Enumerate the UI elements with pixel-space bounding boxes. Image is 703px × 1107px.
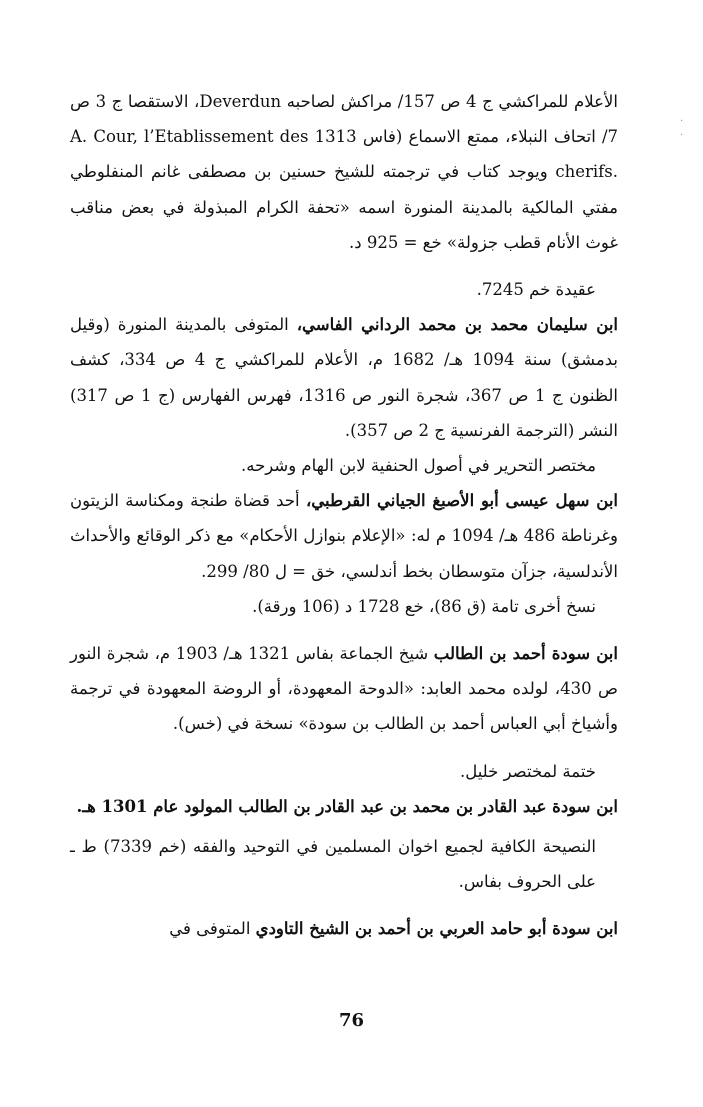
latin-text: l’Etablissement des cherifs. bbox=[144, 127, 618, 182]
paragraph: مختصر التحرير في أصول الحنفية لابن الهام وشرحه. bbox=[240, 456, 596, 476]
text-run: ويوجد كتاب في ترجمته للشيخ حسنين بن مصطفى غانم المنفلوطي مفتي المالكية بالمدينة المنورة اسمه «تحفة الكرام المبذولة في بعض مناقب غوث الأنام قطب جزولة» خع = 925 د. bbox=[70, 162, 618, 252]
entry-text: أحد قضاة طنجة ومكناسة الزيتون وغرناطة 486 هـ/ 1094 م له: «الإعلام بنوازل الأحكام» مع ذكر الوقائع والأحداث الأندلسية، جزآن متوسطان بخط أندلسي، خق = ل 80/ 299. bbox=[70, 491, 618, 581]
entry bbox=[70, 789, 618, 824]
entry bbox=[70, 307, 618, 448]
entry-heading: ابن سودة أحمد بن الطالب bbox=[433, 644, 618, 664]
page-number: 76 bbox=[338, 1010, 365, 1031]
entry-text: المتوفى بالمدينة المنورة (وقيل بدمشق) سنة 1094 هـ/ 1682 م، الأعلام للمراكشي ج 4 ص 334، كشف الظنون ج 1 ص 367، شجرة النور ص 1316، فهرس الفهارس (ج 1 ص 317) النشر (الترجمة الفرنسية ج 2 ص 357). bbox=[70, 315, 618, 440]
text-run: ، الاستقصا ج 3 ص 7/ اتحاف النبلاء، ممتع الاسماع (فاس 1313 bbox=[70, 92, 618, 147]
margin-marks: · · bbox=[680, 116, 684, 141]
entry-heading: ابن سودة أبو حامد العربي بن أحمد بن الشيخ التاودي bbox=[255, 919, 618, 939]
entry-text: المتوفى في bbox=[169, 919, 256, 939]
entry bbox=[70, 911, 618, 946]
latin-text: Deverdun bbox=[199, 92, 282, 111]
entry-heading: ابن سهل عيسى أبو الأصبغ الجياني القرطبي، bbox=[305, 491, 619, 511]
paragraph: ختمة لمختصر خليل. bbox=[459, 761, 596, 781]
paragraph: عقيدة خم 7245. bbox=[476, 280, 596, 300]
entry bbox=[70, 636, 618, 742]
paragraph bbox=[70, 84, 618, 260]
entry-heading: ابن سودة عبد القادر بن محمد بن عبد القادر بن الطالب المولود عام 1301 هـ. bbox=[76, 796, 618, 816]
entry bbox=[70, 483, 618, 589]
page-body bbox=[70, 84, 618, 947]
latin-text: A. Cour, bbox=[70, 127, 138, 147]
entry-text: شيخ الجماعة بفاس 1321 هـ/ 1903 م، شجرة النور ص 430، لولده محمد العابد: «الدوحة المعهودة، أو الروضة المعهودة في ترجمة وأشياخ أبي العباس أحمد بن الطالب بن سودة» نسخة في (خس). bbox=[70, 644, 618, 734]
paragraph: النصيحة الكافية لجميع اخوان المسلمين في التوحيد والفقه (خم 7339) ط ـ على الحروف بفاس. bbox=[70, 837, 596, 892]
entry-heading: ابن سليمان محمد بن محمد الرداني الفاسي، bbox=[296, 315, 618, 335]
paragraph: نسخ أخرى تامة (ق 86)، خع 1728 د (106 ورقة). bbox=[252, 596, 596, 616]
text-run: الأعلام للمراكشي ج 4 ص 157/ مراكش لصاحبه bbox=[281, 92, 618, 111]
